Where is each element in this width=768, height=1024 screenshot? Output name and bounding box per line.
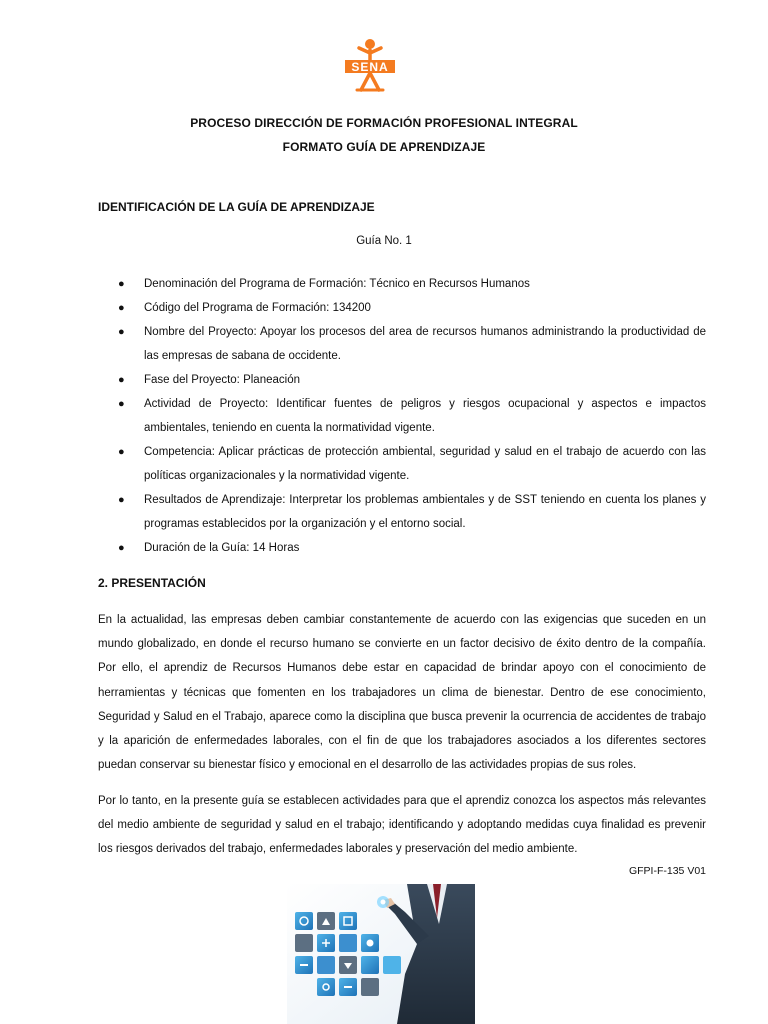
- list-item: [98, 440, 706, 488]
- presentation-paragraph-1: En la actualidad, las empresas deben cambiar constantemente de acuerdo con las exigencias que suceden en un mundo globalizado, en donde el recurso humano se convierte en un factor decisivo de éxito dentro de la compañía. Por ello, el aprendiz de Recursos Humanos debe estar en capacidad de brindar apoyo con el conocimiento de herramientas y técnicas que fomenten en los trabajadores un clima de bienestar. Dentro de ese conocimiento, Seguridad y Salud en el Trabajo, aparece como la disciplina que busca prevenir la ocurrencia de accidentes de trabajo y la aparición de enfermedades laborales, con el fin de que los trabajadores asociados a los diferentes sectores puedan conservar su bienestar físico y emocional en el desarrollo de las actividades propias de sus roles.: [98, 614, 706, 772]
- list-item-text: Denominación del Programa de Formación: Técnico en Recursos Humanos: [144, 278, 530, 290]
- identification-list: [98, 272, 706, 560]
- bullet-dot-icon: ●: [118, 374, 125, 386]
- list-item-text: Resultados de Aprendizaje: Interpretar los problemas ambientales y de SST teniendo en cuenta los planes y programas establecidos por la organización y el entorno social.: [144, 494, 706, 530]
- bullet-dot-icon: ●: [118, 542, 125, 554]
- list-item-text: Duración de la Guía: 14 Horas: [144, 542, 300, 554]
- document-code: GFPI-F-135 V01: [628, 865, 706, 877]
- list-item: [98, 392, 706, 440]
- bullet-dot-icon: ●: [118, 446, 125, 458]
- list-item: [98, 368, 706, 392]
- bullet-dot-icon: ●: [118, 398, 125, 410]
- sena-logo: [341, 38, 399, 96]
- document-title-line2: FORMATO GUÍA DE APRENDIZAJE: [282, 140, 486, 154]
- list-item: [98, 320, 706, 368]
- list-item: [98, 296, 706, 320]
- list-item-text: Código del Programa de Formación: 134200: [144, 302, 371, 314]
- list-item-text: Competencia: Aplicar prácticas de protección ambiental, seguridad y salud en el trabajo de acuerdo con las políticas organizacionales y la normatividad vigente.: [144, 446, 706, 482]
- presentation-paragraph-2: Por lo tanto, en la presente guía se establecen actividades para que el aprendiz conozca los aspectos más relevantes del medio ambiente de seguridad y salud en el trabajo; identificando y adoptando medidas cuya finalidad es prevenir los riesgos derivados del trabajo, enfermedades laborales y preservación del medio ambiente.: [98, 795, 706, 856]
- list-item: [98, 272, 706, 296]
- business-touchscreen-image: [287, 884, 475, 1024]
- list-item: [98, 488, 706, 536]
- identification-heading: IDENTIFICACIÓN DE LA GUÍA DE APRENDIZAJE: [98, 200, 375, 214]
- list-item-text: Actividad de Proyecto: Identificar fuentes de peligros y riesgos ocupacional y aspectos e impactos ambientales, teniendo en cuenta la normatividad vigente.: [144, 398, 706, 434]
- bullet-dot-icon: ●: [118, 278, 125, 290]
- bullet-dot-icon: ●: [118, 302, 125, 314]
- list-item-text: Fase del Proyecto: Planeación: [144, 374, 300, 386]
- bullet-dot-icon: ●: [118, 494, 125, 506]
- guide-number: Guía No. 1: [356, 235, 412, 247]
- list-item: [98, 536, 706, 560]
- list-item-text: Nombre del Proyecto: Apoyar los procesos del area de recursos humanos administrando la productividad de las empresas de sabana de occidente.: [144, 326, 706, 362]
- document-title-line1: PROCESO DIRECCIÓN DE FORMACIÓN PROFESIONAL INTEGRAL: [190, 116, 578, 130]
- bullet-dot-icon: ●: [118, 326, 125, 338]
- presentation-heading: 2. PRESENTACIÓN: [98, 576, 206, 590]
- svg-text:SENA: SENA: [351, 60, 389, 74]
